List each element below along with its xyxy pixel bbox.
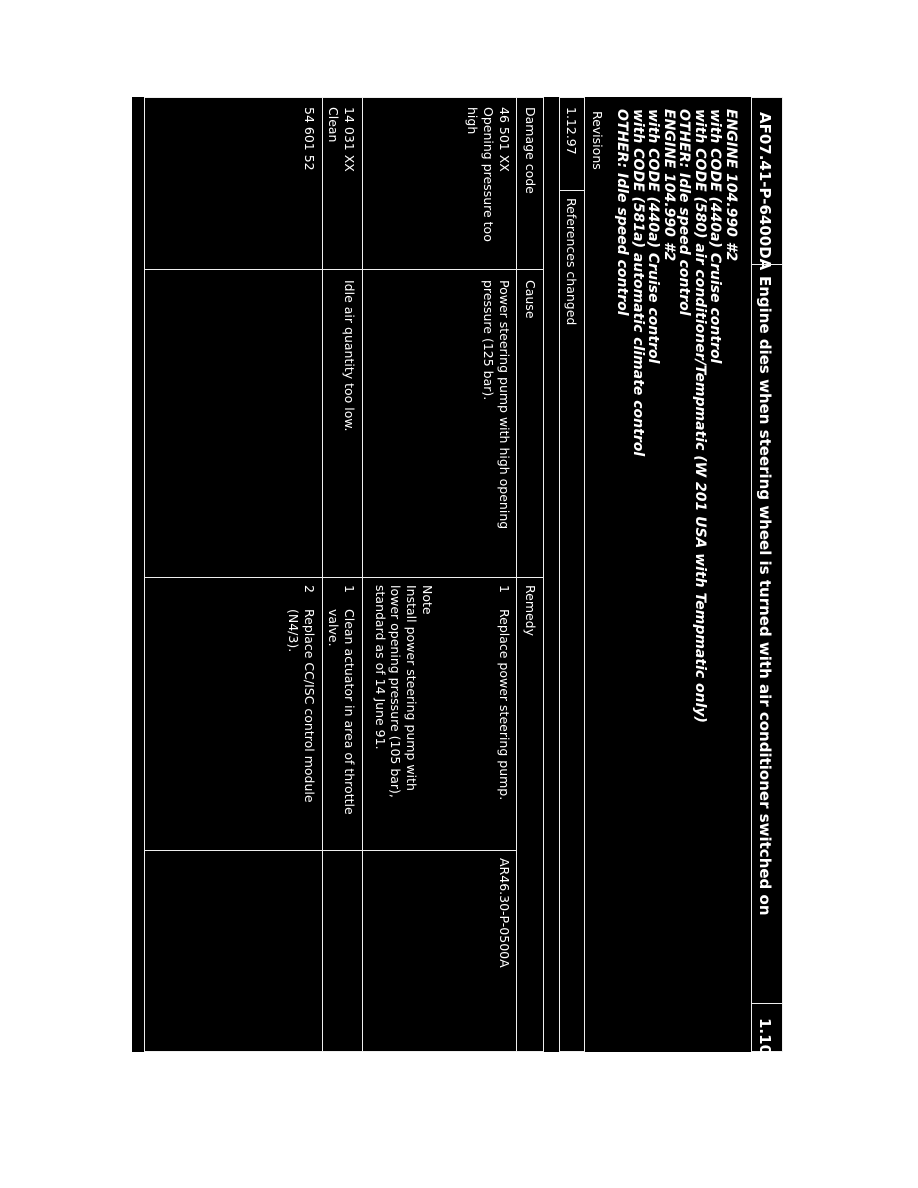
page-number: 1 [787,1039,800,1046]
header-remedy: Remedy [523,585,538,637]
damage-code: 46 501 XX [497,107,512,172]
note-label: Note [420,585,435,615]
rotated-content [132,97,800,1082]
document-title: Engine dies when steering wheel is turned with air conditioner switched on [756,276,774,916]
condition-line: OTHER: Idle speed control [614,109,631,316]
remedy-text: Replace power steering pump. [497,609,512,801]
conditions-block [614,109,777,723]
condition-line: with CODE (581a) automatic climate control [630,109,646,457]
revisions-label: Revisions [590,111,605,170]
cause-text: Power steering pump with high opening pressure (125 bar). [481,280,512,530]
condition-line: OTHER: Idle speed control [676,109,693,316]
running-header: AF07.41-P-6400DA [787,725,800,829]
revision-text: References changed [564,198,579,326]
revision-date: 1.12.97 [564,107,579,155]
damage-code: 14 031 XX [342,107,357,172]
header-damage-code: Damage code [523,107,538,194]
revisions-table [559,97,585,1052]
remedy-text: Replace CC/ISC control module (N4/3). [286,609,317,803]
damage-code: 54 601 52 [302,107,317,171]
remedy-number: 1 [342,585,357,593]
damage-description: Opening pressure too high [465,107,496,242]
header-cause: Cause [523,280,538,319]
condition-line: with CODE (440a) Cruise control [645,109,662,364]
document-date: 1.10.91 [756,1018,774,1082]
remedy-number: 2 [302,585,317,593]
remedy-number: 1 [497,585,512,593]
damage-table [144,97,544,1052]
condition-line: with CODE (580) air conditioner/Tempmatic (W 201 USA with Tempmatic only) [692,109,708,723]
document-page [132,97,800,1082]
condition-line: ENGINE 104.990 #2 [723,109,739,262]
note-text: Install power steering pump with lower opening pressure (105 bar), standard as of 14 June 91. [373,585,419,798]
damage-description: Clean [326,107,341,143]
condition-line: with CODE (440a) Cruise control [707,109,724,364]
cause-text: Idle air quantity too low. [342,280,357,432]
document-code: AF07.41-P-6400DA [756,112,774,271]
remedy-text: Clean actuator in area of throttle valve. [326,609,357,815]
reference-link[interactable]: AR46.30-P-0500A [497,858,512,968]
condition-line: ENGINE 104.990 #2 [661,109,677,262]
